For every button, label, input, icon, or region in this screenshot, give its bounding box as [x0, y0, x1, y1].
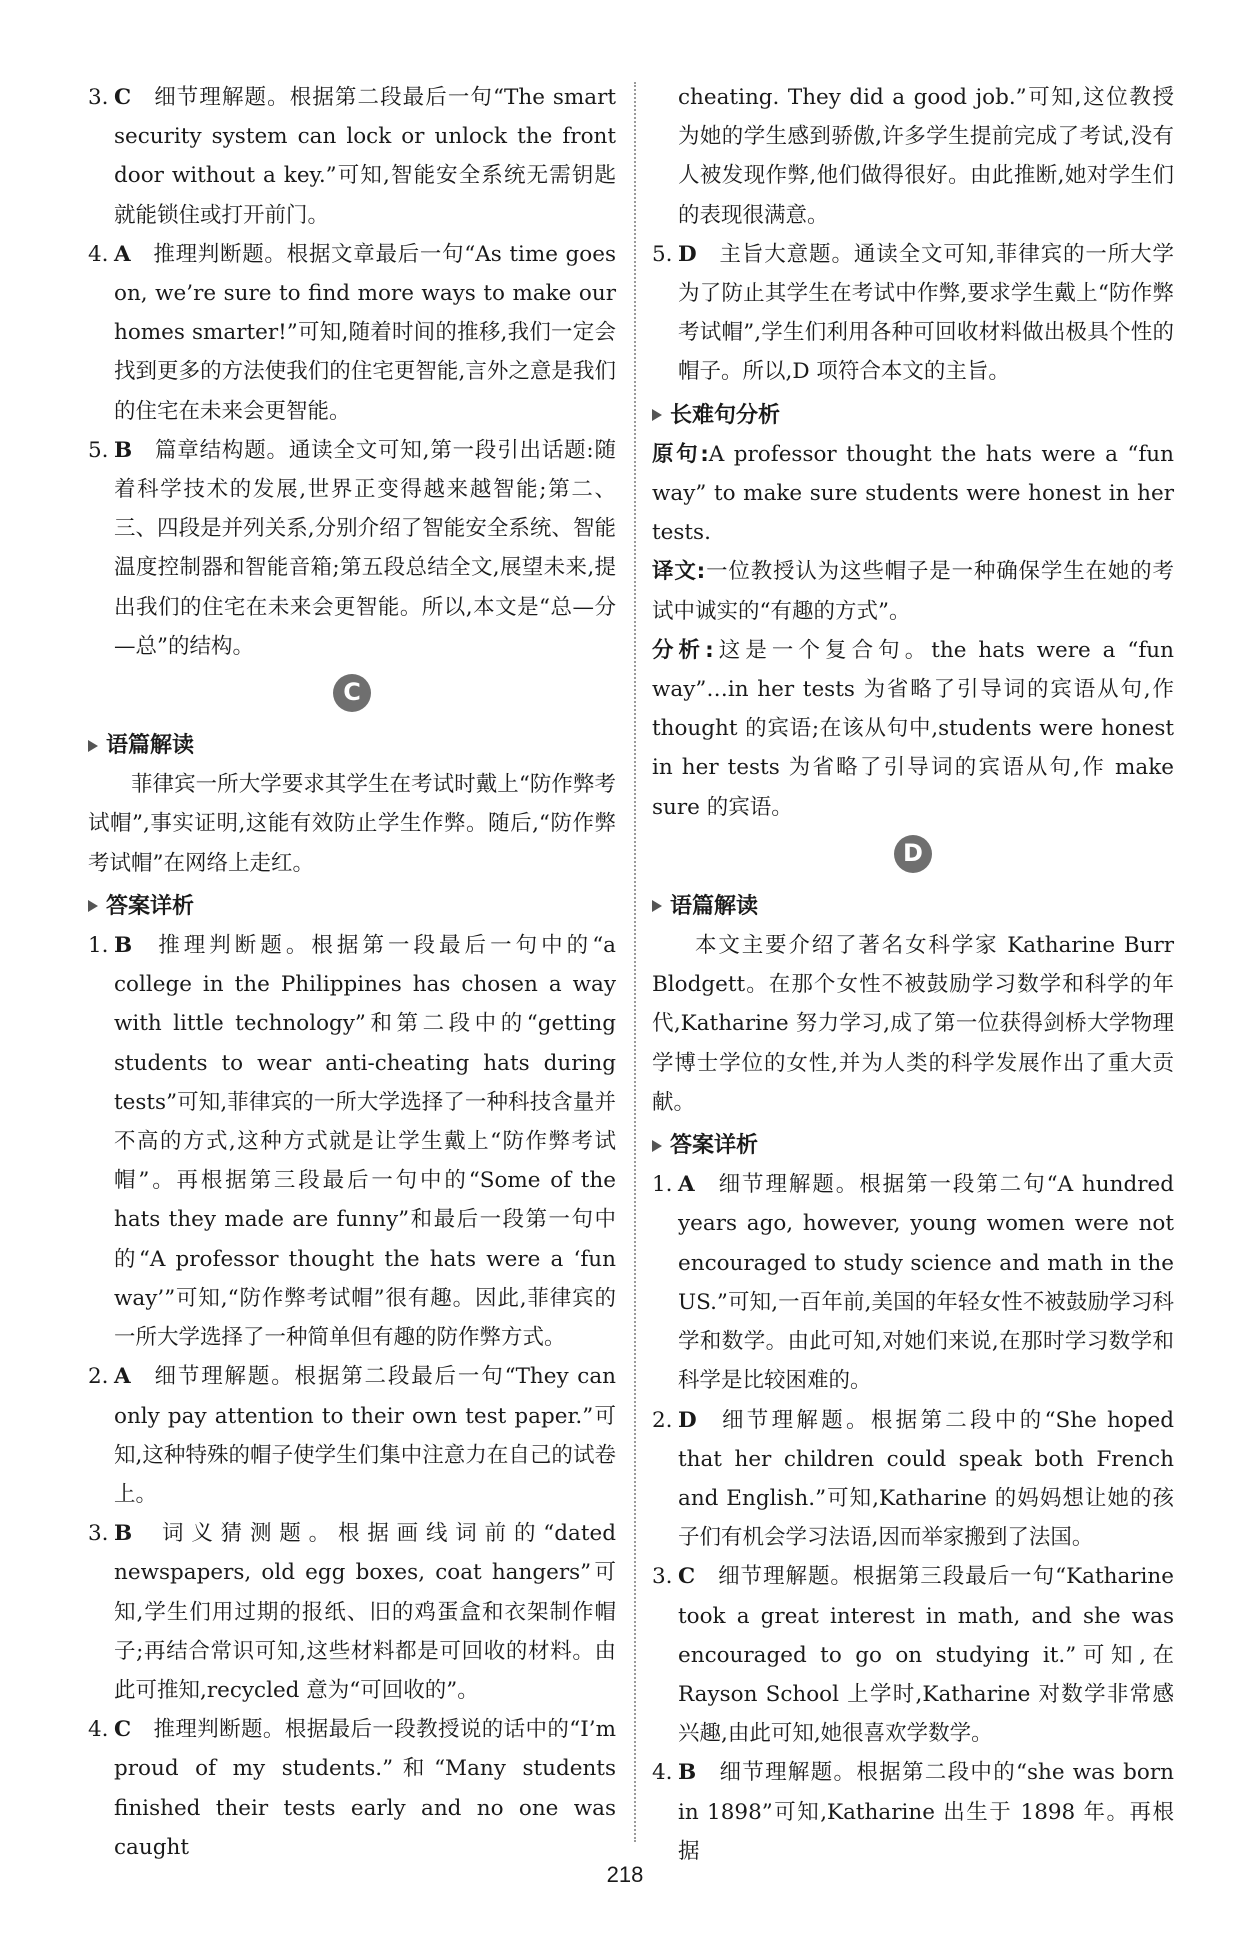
- answer-item-b4: 4. A 推理判断题。根据文章最后一句“As time goes on, we’re sure to find more ways to make our homes smarter!”可知,随着时间的推移,我们一定会找到更多的方法使我们的住宅更智能,言外之意是我们的住宅在未来会更智能。: [88, 241, 616, 424]
- triangle-icon: [652, 1140, 662, 1152]
- answer-item-c4-continuation: cheating. They did a good job.”可知,这位教授为她的学生感到骄傲,许多学生提前完成了考试,没有人被发现作弊,他们做得很好。由此推断,她对学生们的表现很满意。: [678, 85, 1174, 228]
- reading-c-text: 菲律宾一所大学要求其学生在考试时戴上“防作弊考试帽”,事实证明,这能有效防止学生作弊。随后,“防作弊考试帽”在网络上走红。: [88, 772, 616, 876]
- reading-d-text: 本文主要介绍了著名女科学家 Katharine Burr Blodgett。在那个女性不被鼓励学习数学和科学的年代,Katharine 努力学习,成了第一位获得剑桥大学物理学博士学位的女性,并为人类的科学发展作出了重大贡献。: [652, 933, 1174, 1115]
- answer-item-c5: 5. D 主旨大意题。通读全文可知,菲律宾的一所大学为了防止其学生在考试中作弊,要求学生戴上“防作弊考试帽”,学生们利用各种可回收材料做出极具个性的帽子。所以,D 项符合本文的主旨。: [652, 241, 1174, 385]
- heading-answers-d: 答案详析: [652, 1126, 1174, 1165]
- answer-item-c1: 1. B 推理判断题。根据第一段最后一句中的“a college in the Philippines has chosen a way with little technology”和第二段中的“getting students to wear anti-cheating hats during tests”可知,菲律宾的一所大学选择了一种科技含量并不高的方式,这种方式就是让学生戴上“防作弊考试帽”。再根据第三段最后一句中的“Some of the hats they made are funny”和最后一段第一句中的“A professor thought the hats were a ‘fun way’”可知,“防作弊考试帽”很有趣。因此,菲律宾的一所大学选择了一种简单但有趣的防作弊方式。: [88, 933, 616, 1351]
- analysis: 分析:这是一个复合句。the hats were a “fun way”…in her tests 为省略了引导词的宾语从句,作 thought 的宾语;在该从句中,students were honest in her tests 为省略了引导词的宾语从句,作 make sure 的宾语。: [652, 637, 1174, 820]
- answer-item-d4: 4. B 细节理解题。根据第二段中的“she was born in 1898”可知,Katharine 出生于 1898 年。再根据: [652, 1760, 1174, 1864]
- triangle-icon: [88, 740, 98, 752]
- answer-item-b5: 5. B 篇章结构题。通读全文可知,第一段引出话题:随着科学技术的发展,世界正变得越来越智能;第二、三、四段是并列关系,分别介绍了智能安全系统、智能温度控制器和智能音箱;第五段总结全文,展望未来,提出我们的住宅在未来会更智能。所以,本文是“总—分—总”的结构。: [88, 437, 616, 659]
- section-c-letter: C: [333, 674, 371, 712]
- heading-sentence-analysis: 长难句分析: [652, 396, 1174, 435]
- answer-item-d1: 1. A 细节理解题。根据第一段第二句“A hundred years ago, however, young women were not encouraged to study science and math in the US.”可知,一百年前,美国的年轻女性不被鼓励学习科学和数学。由此可知,对她们来说,在那时学习数学和科学是比较困难的。: [652, 1172, 1174, 1394]
- answer-item-b3: 3. C 细节理解题。根据第二段最后一句“The smart security system can lock or unlock the front door without a key.”可知,智能安全系统无需钥匙就能锁住或打开前门。: [88, 85, 616, 228]
- answer-item-d3: 3. C 细节理解题。根据第三段最后一句“Katharine took a great interest in math, and she was encouraged to go on studying it.”可知,在 Rayson School 上学时,Katharine 对数学非常感兴趣,由此可知,她很喜欢学数学。: [652, 1564, 1174, 1747]
- answer-item-c2: 2. A 细节理解题。根据第二段最后一句“They can only pay attention to their own test paper.”可知,这种特殊的帽子使学生们集中注意力在自己的试卷上。: [88, 1364, 616, 1507]
- answer-item-c3: 3. B 词义猜测题。根据画线词前的“dated newspapers, old egg boxes, coat hangers”可知,学生们用过期的报纸、旧的鸡蛋盒和衣架制作帽子;再结合常识可知,这些材料都是可回收的材料。由此可推知,recycled 意为“可回收的”。: [88, 1521, 616, 1703]
- heading-reading-c: 语篇解读: [88, 726, 616, 765]
- section-c-badge: [88, 674, 616, 716]
- answer-item-d2: 2. D 细节理解题。根据第二段中的“She hoped that her children could speak both French and English.”可知,Katharine 的妈妈想让她的孩子们有机会学习法语,因而举家搬到了法国。: [652, 1407, 1174, 1551]
- triangle-icon: [88, 900, 98, 912]
- heading-reading-d: 语篇解读: [652, 887, 1174, 926]
- page-number: 218: [606, 1862, 644, 1887]
- triangle-icon: [652, 900, 662, 912]
- heading-answers-c: 答案详析: [88, 887, 616, 926]
- translation: 译文:一位教授认为这些帽子是一种确保学生在她的考试中诚实的“有趣的方式”。: [652, 559, 1174, 624]
- right-column: [652, 78, 1174, 1871]
- original-sentence: 原句:A professor thought the hats were a “fun way” to make sure students were honest in her tests.: [652, 441, 1174, 546]
- column-divider: [634, 82, 636, 1842]
- triangle-icon: [652, 409, 662, 421]
- section-d-badge: [652, 835, 1174, 877]
- left-column: [88, 78, 616, 1867]
- answer-item-c4: 4. C 推理判断题。根据最后一段教授说的话中的“I’m proud of my students.”和“Many students finished their tests early and no one was caught: [88, 1717, 616, 1860]
- section-d-letter: D: [894, 835, 932, 873]
